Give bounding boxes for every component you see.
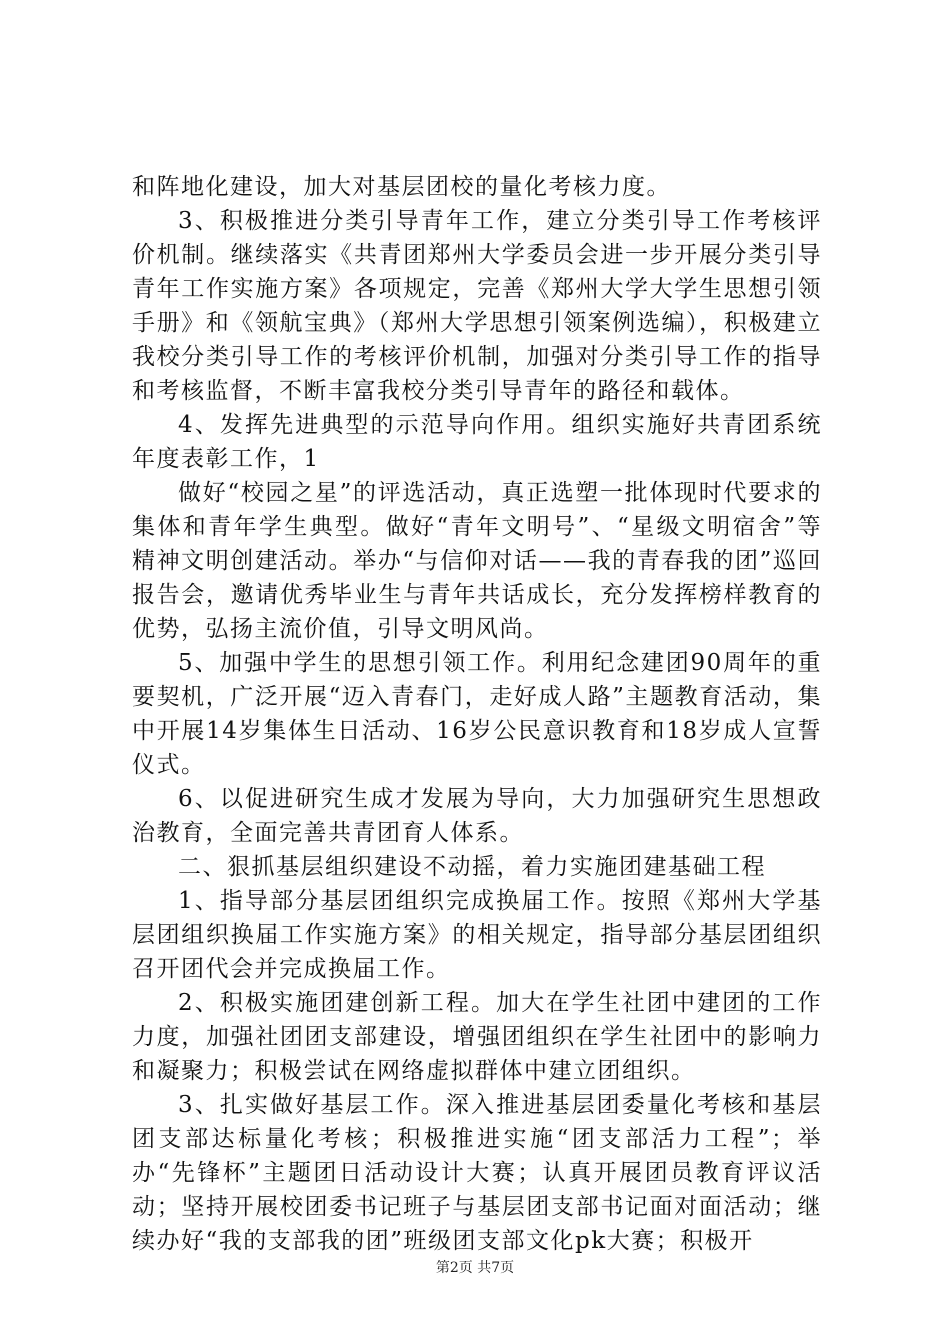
paragraph-section2-item-1: 1、指导部分基层团组织完成换届工作。按照《郑州大学基层团组织换届工作实施方案》的相关规定，指导部分基层团组织召开团代会并完成换届工作。 xyxy=(132,888,822,982)
paragraph-item-5: 5、加强中学生的思想引领工作。利用纪念建团90周年的重要契机，广泛开展“迈入青春门，走好成人路”主题教育活动，集中开展14岁集体生日活动、16岁公民意识教育和18岁成人宣誓仪式。 xyxy=(132,650,822,778)
document-body xyxy=(132,170,822,1258)
paragraph-item-4-continued: 做好“校园之星”的评选活动，真正选塑一批体现时代要求的集体和青年学生典型。做好“青年文明号”、“星级文明宿舍”等精神文明创建活动。举办“与信仰对话——我的青春我的团”巡回报告会，邀请优秀毕业生与青年共话成长，充分发挥榜样教育的优势，弘扬主流价值，引导文明风尚。 xyxy=(132,480,822,642)
paragraph-continuation: 和阵地化建设，加大对基层团校的量化考核力度。 xyxy=(132,174,671,200)
section-heading-2: 二、狠抓基层组织建设不动摇，着力实施团建基础工程 xyxy=(178,854,766,880)
paragraph-item-4: 4、发挥先进典型的示范导向作用。组织实施好共青团系统年度表彰工作，1 xyxy=(132,412,822,472)
paragraph-section2-item-3: 3、扎实做好基层工作。深入推进基层团委量化考核和基层团支部达标量化考核；积极推进实施“团支部活力工程”；举办“先锋杯”主题团日活动设计大赛；认真开展团员教育评议活动；坚持开展校团委书记班子与基层团支部书记面对面活动；继续办好“我的支部我的团”班级团支部文化pk大赛；积极开 xyxy=(132,1092,822,1254)
paragraph-item-3: 3、积极推进分类引导青年工作，建立分类引导工作考核评价机制。继续落实《共青团郑州大学委员会进一步开展分类引导青年工作实施方案》各项规定，完善《郑州大学大学生思想引领手册》和《领航宝典》（郑州大学思想引领案例选编），积极建立我校分类引导工作的考核评价机制，加强对分类引导工作的指导和考核监督，不断丰富我校分类引导青年的路径和载体。 xyxy=(132,208,822,404)
paragraph-item-6: 6、以促进研究生成才发展为导向，大力加强研究生思想政治教育，全面完善共青团育人体系。 xyxy=(132,786,822,846)
paragraph-section2-item-2: 2、积极实施团建创新工程。加大在学生社团中建团的工作力度，加强社团团支部建设，增强团组织在学生社团中的影响力和凝聚力；积极尝试在网络虚拟群体中建立团组织。 xyxy=(132,990,822,1084)
page-footer: 第2页 共7页 xyxy=(435,1260,515,1276)
